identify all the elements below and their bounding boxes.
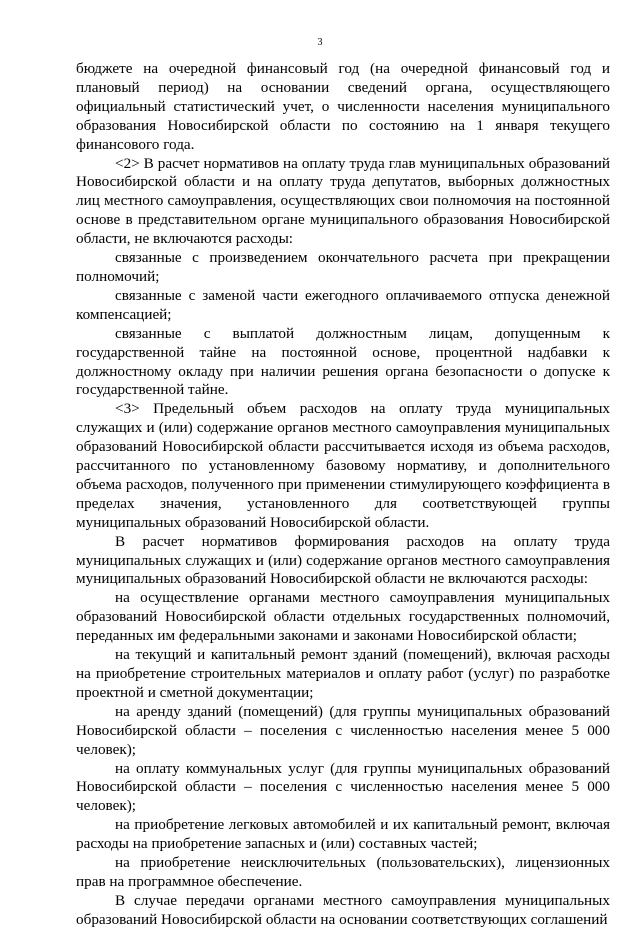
paragraph-8: на осуществление органами местного самоуправления муниципальных образований Новосибирской области отдельных государственных полномочий, переданных им федеральными законами и законами Новосибирской области;	[76, 589, 610, 645]
paragraph-1: бюджете на очередной финансовый год (на очередной финансовый год и плановый период) на основании сведений органа, осуществляющего официальный статистический учет, о численности населения муниципального образования Новосибирской области по состоянию на 1 января текущего финансового года.	[76, 60, 610, 153]
paragraph-10: на аренду зданий (помещений) (для группы муниципальных образований Новосибирской области – поселения с численностью населения менее 5 000 человек);	[76, 702, 610, 758]
paragraph-11: на оплату коммунальных услуг (для группы муниципальных образований Новосибирской области – поселения с численностью населения менее 5 000 человек);	[76, 759, 610, 815]
paragraph-6: <3> Предельный объем расходов на оплату труда муниципальных служащих и (или) содержание органов местного самоуправления муниципальных образований Новосибирской области рассчитывается исходя из объема расходов, рассчитанного по установленному базовому нормативу, и дополнительного объема расходов, полученного при применении стимулирующего коэффициента в пределах значения, установленного для соответствующей группы муниципальных образований Новосибирской области.	[76, 400, 610, 531]
paragraph-4: связанные с заменой части ежегодного оплачиваемого отпуска денежной компенсацией;	[76, 286, 610, 323]
document-body	[76, 60, 610, 930]
paragraph-2: <2> В расчет нормативов на оплату труда глав муниципальных образований Новосибирской области и на оплату труда депутатов, выборных должностных лиц местного самоуправления, осуществляющих свои полномочия на постоянной основе в представительном органе муниципального образования Новосибирской области, не включаются расходы:	[76, 154, 610, 248]
paragraph-7: В расчет нормативов формирования расходов на оплату труда муниципальных служащих и (или) содержание органов местного самоуправления муниципальных образований Новосибирской области не включаются расходы:	[76, 532, 610, 588]
paragraph-5: связанные с выплатой должностным лицам, допущенным к государственной тайне на постоянной основе, процентной надбавки к должностному окладу при наличии решения органа безопасности о допуске к государственной тайне.	[76, 324, 610, 399]
paragraph-12: на приобретение легковых автомобилей и их капитальный ремонт, включая расходы на приобретение запасных и (или) составных частей;	[76, 816, 610, 853]
paragraph-14: В случае передачи органами местного самоуправления муниципальных образований Новосибирской области на основании соответствующих соглашений	[76, 891, 610, 928]
paragraph-13: на приобретение неисключительных (пользовательских), лицензионных прав на программное обеспечение.	[76, 854, 610, 890]
paragraph-3: связанные с произведением окончательного расчета при прекращении полномочий;	[76, 249, 610, 285]
page-number: 3	[317, 37, 323, 48]
paragraph-9: на текущий и капитальный ремонт зданий (помещений), включая расходы на приобретение строительных материалов и оплату работ (услуг) по разработке проектной и сметной документации;	[76, 646, 610, 701]
